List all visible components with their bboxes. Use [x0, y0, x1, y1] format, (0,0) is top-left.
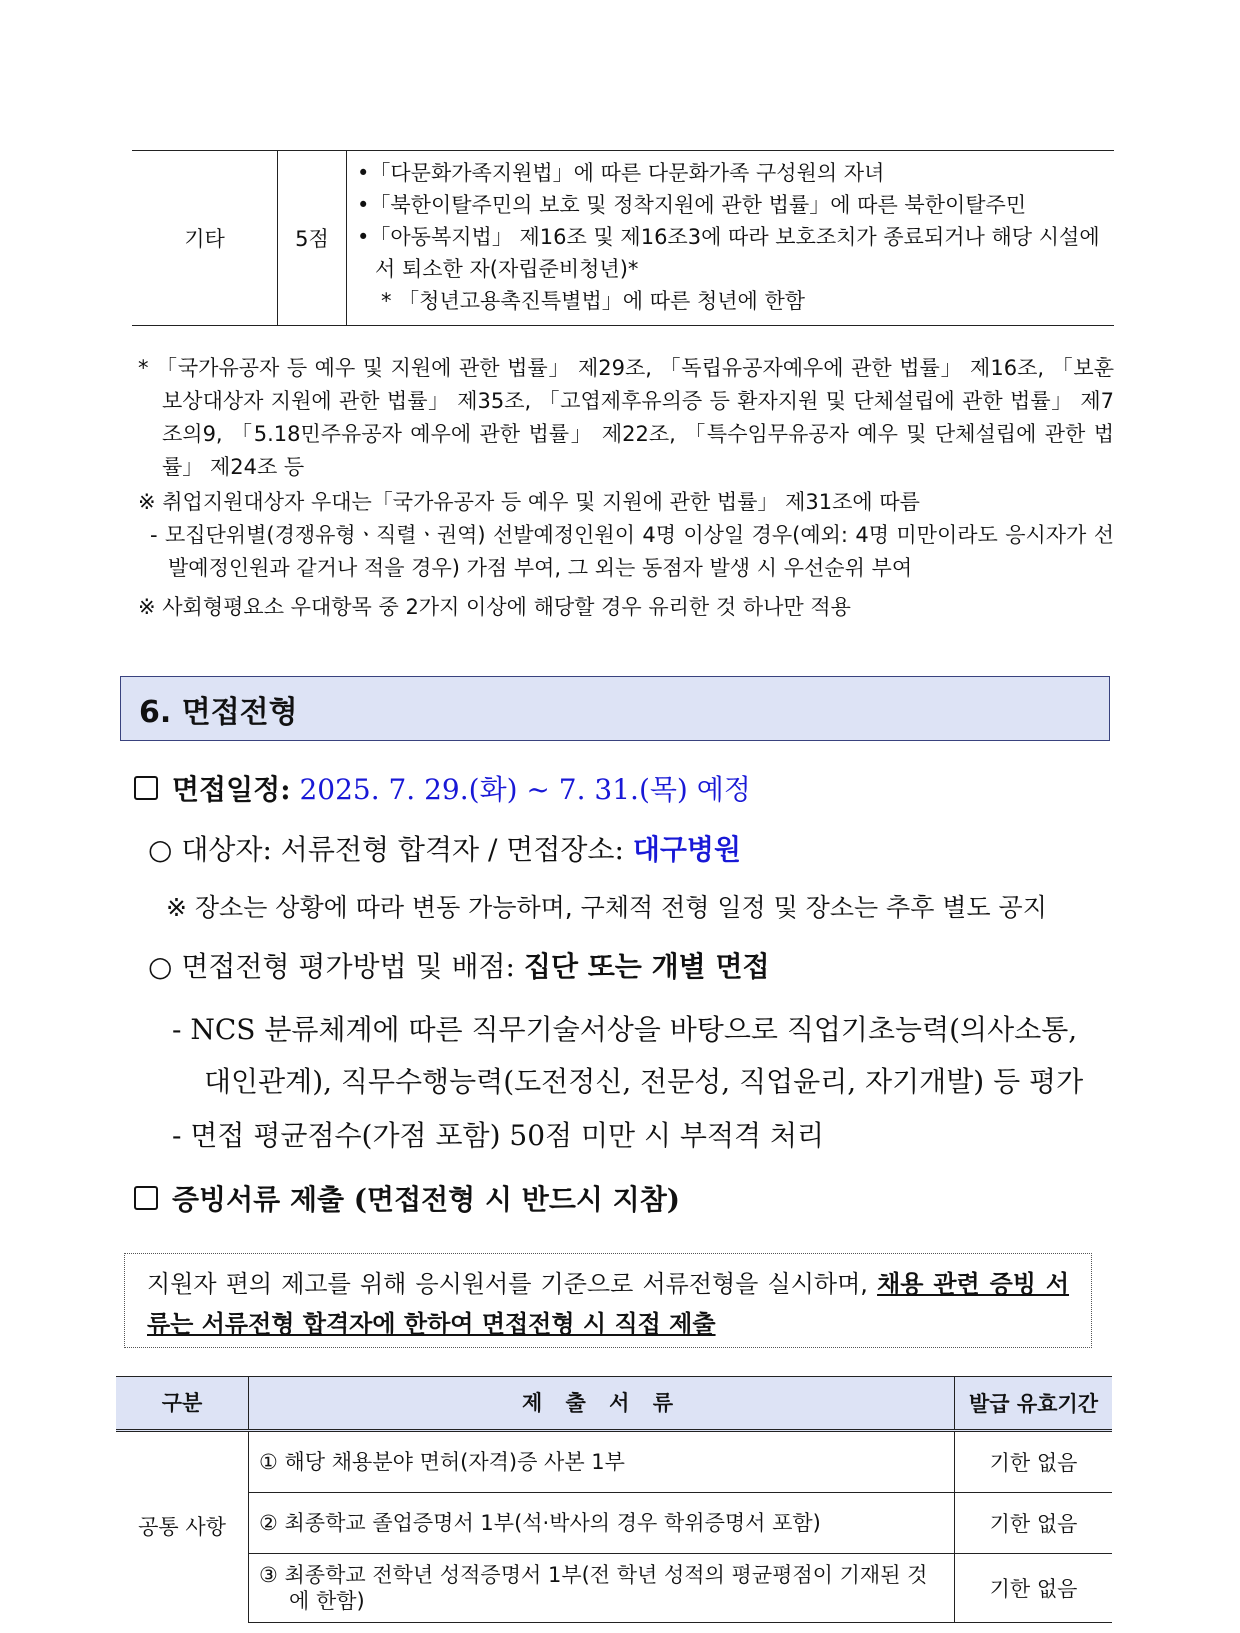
validity-cell: 기한 없음	[955, 1493, 1113, 1554]
column-header: 구분	[116, 1377, 249, 1431]
documents-heading	[134, 1178, 680, 1218]
notes-block	[138, 352, 1114, 624]
reference-note: ※ 사회형평요소 우대항목 중 2가지 이상에 해당할 경우 유리한 것 하나만 적용	[138, 595, 851, 619]
table-row	[116, 1431, 1112, 1493]
notice-emphasis: 채용 관련 증빙 서류는 서류전형 합격자에 한하여 면접전형 시 직접 제출	[147, 1270, 1070, 1338]
category-cell: 공통 사항	[116, 1431, 249, 1623]
documents-heading-text: 증빙서류 제출 (면접전형 시 반드시 지참)	[172, 1183, 681, 1216]
method-detail: - NCS 분류체계에 따른 직무기술서상을 바탕으로 직업기초능력(의사소통,	[172, 1013, 1078, 1046]
bonus-points-table	[132, 150, 1114, 326]
method-detail-continued: 대인관계), 직무수행능력(도전정신, 전문성, 직업윤리, 자기개발) 등 평가	[204, 1065, 1084, 1098]
document-cell	[249, 1431, 955, 1493]
statute-footnote: * 「국가유공자 등 예우 및 지원에 관한 법률」 제29조, 「독립유공자예우에 관한 법률」 제16조, 「보훈보상대상자 지원에 관한 법률」 제35조, 「고엽제후유의증 등 환자지원 및 단체설립에 관한 법률」 제7조의9, 「5.18민주유공자 예우에 관한 법률」 제22조, 「특수임무유공자 예우 및 단체설립에 관한 법률」 제24조 등	[138, 356, 1114, 479]
required-documents-table	[116, 1376, 1112, 1623]
schedule-value: 2025. 7. 29.(화) ~ 7. 31.(목) 예정	[299, 773, 751, 806]
notice-box	[124, 1253, 1092, 1348]
document-text: ① 해당 채용분야 면허(자격)증 사본 1부	[259, 1450, 625, 1474]
footnote: * 「청년고용촉진특별법」에 따른 청년에 한함	[381, 289, 806, 313]
target-label: ○ 대상자: 서류전형 합격자 / 면접장소:	[148, 833, 624, 866]
list-item: •「북한이탈주민의 보호 및 정착지원에 관한 법률」에 따른 북한이탈주민	[357, 193, 1027, 217]
interview-schedule	[134, 768, 751, 808]
section-heading: 6. 면접전형	[120, 676, 1110, 741]
method-label: ○ 면접전형 평가방법 및 배점:	[148, 950, 515, 983]
method-value: 집단 또는 개별 면접	[523, 950, 770, 983]
notice-text: 지원자 편의 제고를 위해 응시원서를 기준으로 서류전형을 실시하며,	[147, 1270, 868, 1298]
validity-cell: 기한 없음	[955, 1554, 1113, 1623]
checkbox-square-icon	[134, 1186, 158, 1210]
description-cell	[347, 151, 1115, 326]
interview-method	[148, 945, 770, 985]
column-header: 발급 유효기간	[955, 1377, 1113, 1431]
column-header: 제 출 서 류	[249, 1377, 955, 1431]
document-cell	[249, 1493, 955, 1554]
document-cell	[249, 1554, 955, 1623]
location-note: ※ 장소는 상황에 따라 변동 가능하며, 구체적 전형 일정 및 장소는 추후 별도 공지	[166, 893, 1047, 922]
validity-cell: 기한 없음	[955, 1431, 1113, 1493]
table-row	[132, 151, 1114, 326]
list-item: •「다문화가족지원법」에 따른 다문화가족 구성원의 자녀	[357, 161, 885, 185]
table-row	[116, 1493, 1112, 1554]
reference-detail: - 모집단위별(경쟁유형ㆍ직렬ㆍ권역) 선발예정인원이 4명 이상일 경우(예외: 4명 미만이라도 응시자가 선발예정인원과 같거나 적을 경우) 가점 부여, 그 외는 동점자 발생 시 우선순위 부여	[150, 523, 1114, 580]
list-item: •「아동복지법」 제16조 및 제16조3에 따라 보호조치가 종료되거나 해당 시설에서 퇴소한 자(자립준비청년)*	[357, 225, 1100, 281]
table-header-row	[116, 1377, 1112, 1431]
method-detail: - 면접 평균점수(가점 포함) 50점 미만 시 부적격 처리	[172, 1119, 825, 1152]
reference-note: ※ 취업지원대상자 우대는「국가유공자 등 예우 및 지원에 관한 법률」 제31조에 따름	[138, 490, 920, 514]
document-text: ③ 최종학교 전학년 성적증명서 1부(전 학년 성적의 평균평점이 기재된 것에 한함)	[259, 1563, 928, 1613]
schedule-label: 면접일정:	[172, 773, 291, 806]
checkbox-square-icon	[134, 776, 158, 800]
location-value: 대구병원	[632, 833, 742, 866]
interview-target	[148, 828, 741, 868]
table-row	[116, 1554, 1112, 1623]
category-cell: 기타	[132, 151, 278, 326]
document-text: ② 최종학교 졸업증명서 1부(석·박사의 경우 학위증명서 포함)	[259, 1511, 821, 1535]
points-cell: 5점	[278, 151, 347, 326]
